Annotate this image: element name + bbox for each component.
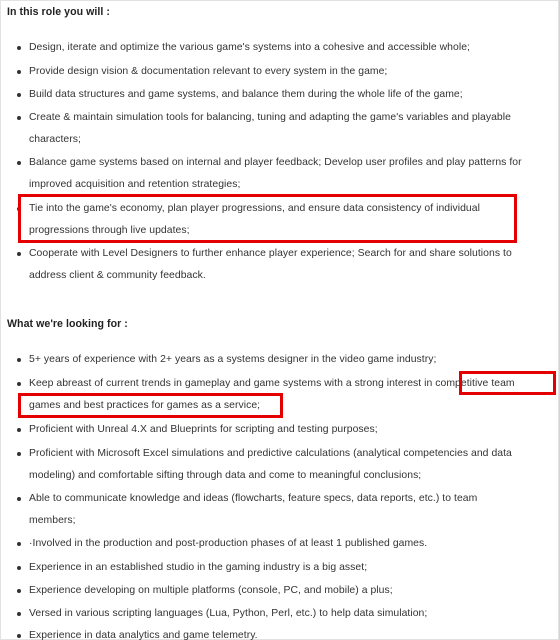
bullet-icon [17,428,21,432]
list-item-text: Tie into the game's economy, plan player progressions, and ensure data consistency of individual [29,203,480,214]
bullet-icon [17,207,21,211]
list-item-text: games and best practices for games as a service; [29,400,261,411]
list-item-text: address client & community feedback. [29,270,206,281]
list-item-text: Design, iterate and optimize the various game's systems into a cohesive and accessible whole; [29,42,470,53]
list-item-text: improved acquisition and retention strategies; [29,179,241,190]
bullet-icon [17,93,21,97]
list-item-text: Create & maintain simulation tools for balancing, tuning and adapting the game's variables and playable [29,112,511,123]
list-item-text: Balance game systems based on internal and player feedback; Develop user profiles and play patterns for [29,157,522,168]
bullet-icon [17,589,21,593]
list-item-text: Keep abreast of current trends in gameplay and game systems with a strong interest in competitive team [29,378,515,389]
list-item-text: Proficient with Unreal 4.X and Blueprints for scripting and testing purposes; [29,424,378,435]
section-heading-role: In this role you will : [7,6,110,18]
bullet-icon [17,116,21,120]
list-item-text: Build data structures and game systems, and balance them during the whole life of the game; [29,89,463,100]
bullet-icon [17,452,21,456]
list-item-text: 5+ years of experience with 2+ years as a systems designer in the video game industry; [29,354,437,365]
bullet-icon [17,46,21,50]
bullet-icon [17,497,21,501]
list-item-text: Experience developing on multiple platforms (console, PC, and mobile) a plus; [29,585,393,596]
bullet-icon [17,358,21,362]
bullet-icon [17,252,21,256]
list-item-text: Able to communicate knowledge and ideas (flowcharts, feature specs, data reports, etc.) to team [29,493,478,504]
bullet-icon [17,382,21,386]
list-item-text: modeling) and comfortable sifting through data and come to meaningful conclusions; [29,470,422,481]
list-item-text: Provide design vision & documentation relevant to every system in the game; [29,66,388,77]
bullet-icon [17,566,21,570]
section-heading-requirements: What we're looking for : [7,318,128,330]
list-item-text: Experience in data analytics and game telemetry. [29,630,258,640]
list-item-text: members; [29,515,76,526]
list-item-text: Experience in an established studio in the gaming industry is a big asset; [29,562,368,573]
list-item-text: characters; [29,134,81,145]
list-item-text: progressions through live updates; [29,225,190,236]
bullet-icon [17,612,21,616]
bullet-icon [17,634,21,638]
bullet-icon [17,542,21,546]
list-item-text: Versed in various scripting languages (Lua, Python, Perl, etc.) to help data simulation; [29,608,428,619]
list-item-text: Cooperate with Level Designers to further enhance player experience; Search for and share solutions to [29,248,512,259]
list-item-text: Proficient with Microsoft Excel simulations and predictive calculations (analytical competencies and data [29,448,512,459]
bullet-icon [17,70,21,74]
list-item-text: ·Involved in the production and post-production phases of at least 1 published games. [29,538,428,549]
bullet-icon [17,161,21,165]
